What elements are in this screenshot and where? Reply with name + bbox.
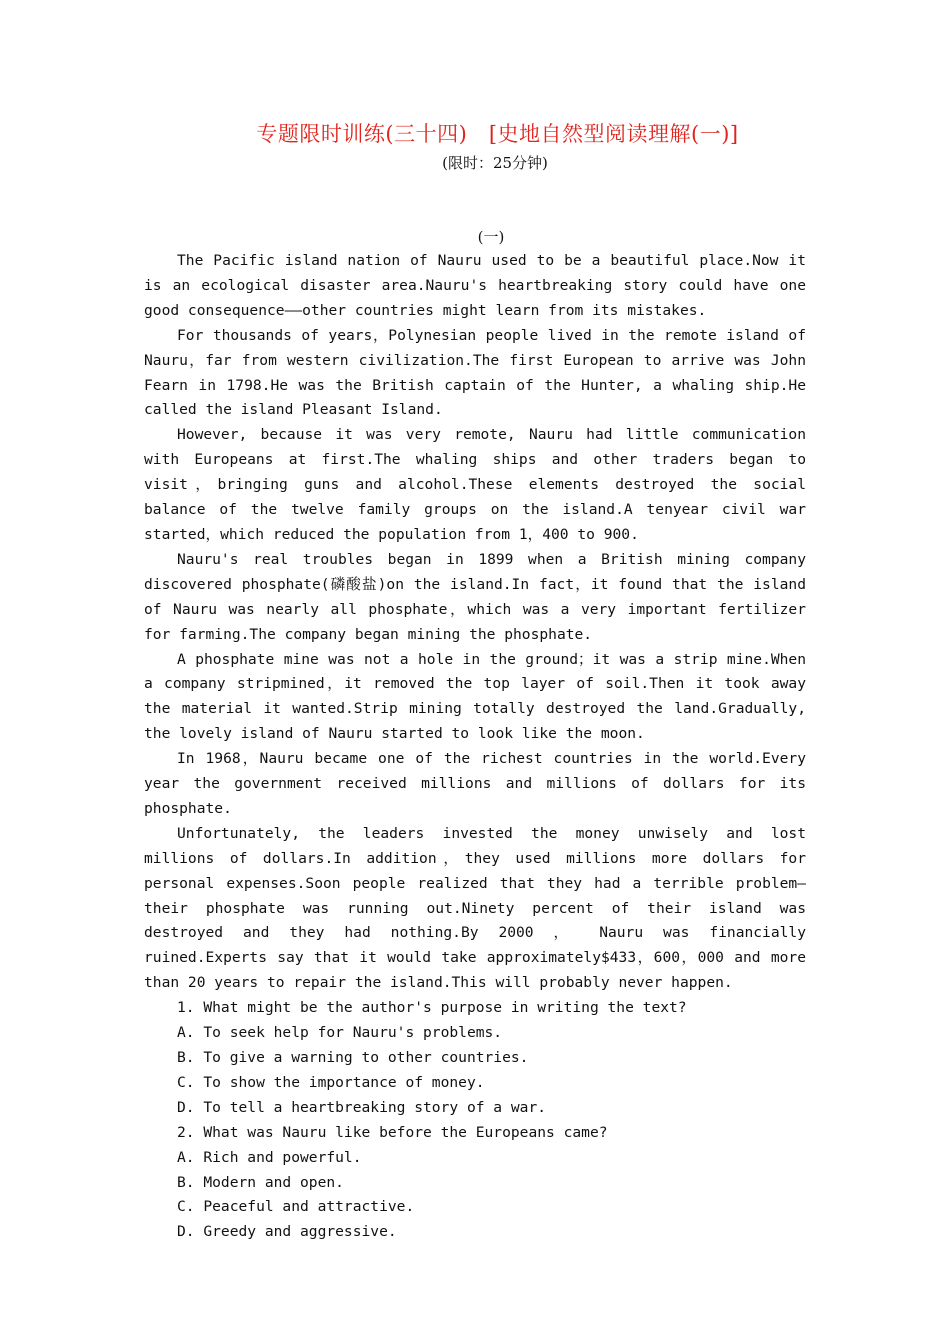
- paragraph: A phosphate mine was not a hole in the ground；it was a strip mine.When a company stripmined，it removed the top layer of soil.Then it took away the material it wanted.Strip mining totally destroyed the land.Gradually, the lovely island of Nauru started to look like the moon.: [144, 650, 806, 743]
- paragraph: In 1968，Nauru became one of the richest countries in the world.Every year the government received millions and millions of dollars for its phosphate.: [144, 750, 806, 817]
- question-stem: 1. What might be the author's purpose in writing the text?: [177, 999, 687, 1017]
- passage-body: [144, 249, 806, 1245]
- paragraph: Nauru's real troubles began in 1899 when a British mining company discovered phosphate(磷酸盐)on the island.In fact，it found that the island of Nauru was nearly all phosphate，which was a very important fertilizer for farming.The company began mining the phosphate.: [144, 550, 806, 643]
- section-label: (一): [477, 228, 505, 246]
- answer-option: D. Greedy and aggressive.: [177, 1223, 397, 1241]
- time-limit-subtitle: (限时：25分钟): [442, 154, 548, 172]
- answer-option: A. To seek help for Nauru's problems.: [177, 1024, 503, 1042]
- paragraph: However, because it was very remote, Nauru had little communication with Europeans at first.The whaling ships and other traders began to visit，bringing guns and alcohol.These elements destroyed the social balance of the twelve family groups on the island.A tenyear civil war started，which reduced the population from 1，400 to 900.: [144, 426, 806, 543]
- question-stem: 2. What was Nauru like before the Europeans came?: [177, 1123, 608, 1141]
- answer-option: A. Rich and powerful.: [177, 1148, 362, 1166]
- answer-option: D. To tell a heartbreaking story of a war.: [177, 1098, 547, 1116]
- question-2: [144, 1121, 806, 1246]
- answer-option: C. To show the importance of money.: [177, 1073, 485, 1091]
- question-1: [144, 996, 806, 1121]
- answer-option: B. Modern and open.: [177, 1173, 344, 1191]
- answer-option: C. Peaceful and attractive.: [177, 1198, 415, 1216]
- paragraph: For thousands of years，Polynesian people lived in the remote island of Nauru，far from western civilization.The first European to arrive was John Fearn in 1798.He was the British captain of the Hunter, a whaling ship.He called the island Pleasant Island.: [144, 326, 806, 419]
- answer-option: B. To give a warning to other countries.: [177, 1049, 529, 1066]
- paragraph: The Pacific island nation of Nauru used to be a beautiful place.Now it is an ecological disaster area.Nauru's heartbreaking story could have one good consequence——other countries might learn from its mistakes.: [144, 252, 806, 319]
- paragraph: Unfortunately, the leaders invested the money unwisely and lost millions of dollars.In addition，they used millions more dollars for personal expenses.Soon people realized that they had a terrible problem—their phosphate was running out.Ninety percent of their island was destroyed and they had nothing.By 2000 ， Nauru was financially ruined.Experts say that it would take approximately$433，600，000 and more than 20 years to repair the island.This will probably never happen.: [144, 824, 806, 992]
- page-title: 专题限时训练(三十四) [史地自然型阅读理解(一)]: [256, 122, 739, 146]
